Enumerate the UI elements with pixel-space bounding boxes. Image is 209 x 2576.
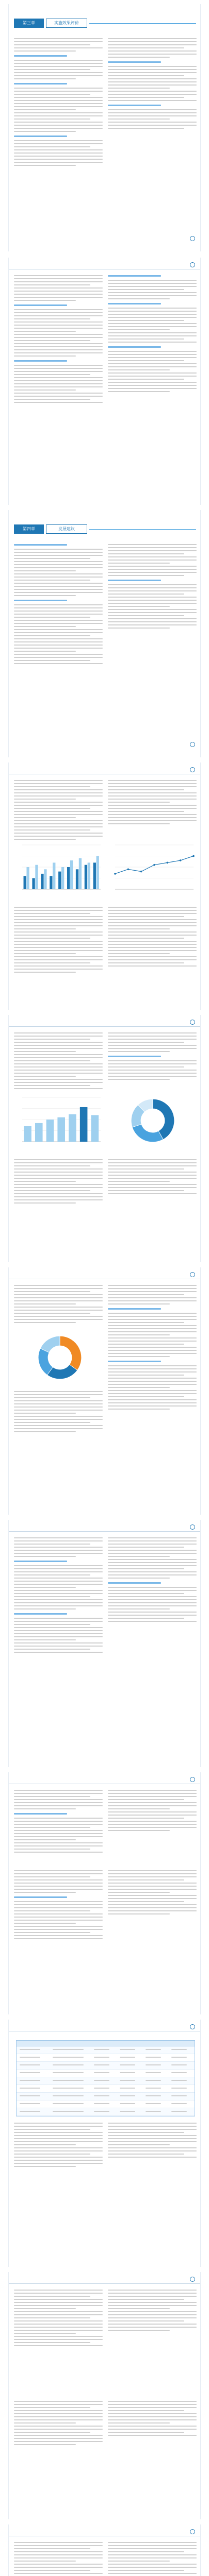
bar bbox=[67, 867, 70, 889]
bar bbox=[93, 862, 96, 889]
table-row bbox=[17, 2100, 195, 2108]
bar bbox=[26, 867, 29, 889]
chapter-badge: 第三章 bbox=[14, 19, 44, 28]
bar bbox=[97, 856, 99, 890]
document-page bbox=[8, 762, 201, 1010]
page-logo-icon bbox=[190, 262, 195, 267]
data-point bbox=[127, 869, 130, 871]
chapter-rule bbox=[89, 529, 196, 530]
bar bbox=[70, 860, 73, 889]
text-column-left bbox=[14, 1537, 103, 1655]
bar bbox=[76, 869, 78, 889]
table-row bbox=[17, 2108, 195, 2116]
text-column-left bbox=[14, 1870, 103, 1941]
table-header bbox=[17, 2041, 195, 2046]
data-point bbox=[114, 873, 116, 875]
text-column-right bbox=[108, 907, 197, 969]
text-column-right bbox=[108, 1870, 197, 1917]
page-logo-icon bbox=[190, 2024, 195, 2029]
document-page bbox=[8, 258, 201, 505]
page-logo-icon bbox=[190, 2277, 195, 2282]
bar bbox=[44, 869, 46, 889]
donut-chart bbox=[109, 1092, 197, 1149]
chapter-title: 实施效果评价 bbox=[46, 19, 87, 28]
document-page bbox=[8, 1772, 201, 2014]
text-column-right bbox=[108, 780, 197, 826]
text-column-right bbox=[108, 1537, 197, 1624]
bar bbox=[58, 872, 61, 889]
text-column-right bbox=[108, 275, 197, 394]
data-point bbox=[153, 864, 155, 866]
text-column-left bbox=[14, 1159, 103, 1206]
chapter-rule bbox=[89, 23, 196, 24]
pie-slice bbox=[132, 1124, 163, 1142]
text-column-right bbox=[108, 38, 197, 131]
text-column-left bbox=[14, 544, 103, 666]
bar bbox=[35, 865, 38, 889]
page-logo-icon bbox=[190, 1524, 195, 1530]
text-column-left bbox=[14, 1285, 103, 1325]
text-column-left bbox=[14, 907, 103, 975]
data-point bbox=[180, 859, 182, 861]
page-logo-icon bbox=[190, 1777, 195, 1782]
text-column-left bbox=[14, 780, 103, 842]
table-row bbox=[17, 2093, 195, 2100]
bar bbox=[69, 1114, 76, 1142]
page-logo-icon bbox=[190, 1020, 195, 1025]
bar bbox=[50, 876, 52, 889]
bar bbox=[46, 1120, 54, 1142]
data-table bbox=[16, 2040, 195, 2116]
document-page bbox=[8, 2020, 201, 2267]
text-column-right bbox=[108, 2401, 197, 2438]
bar bbox=[85, 865, 87, 889]
chapter-banner bbox=[14, 524, 196, 534]
table-row bbox=[17, 2077, 195, 2085]
chapter-banner bbox=[14, 19, 196, 28]
bar bbox=[24, 876, 26, 889]
text-column-left bbox=[14, 2123, 103, 2169]
bar bbox=[80, 1107, 88, 1142]
bar bbox=[24, 1126, 31, 1142]
table-row bbox=[17, 2070, 195, 2077]
text-column-right bbox=[108, 2542, 197, 2576]
grouped-bar-chart bbox=[16, 840, 104, 896]
chapter-badge: 第四章 bbox=[14, 524, 44, 534]
table-body bbox=[17, 2046, 195, 2116]
page-logo-icon bbox=[190, 236, 195, 241]
bar bbox=[32, 878, 35, 890]
text-column-right bbox=[108, 1159, 197, 1196]
table-row bbox=[17, 2046, 195, 2054]
bar bbox=[79, 858, 82, 889]
page-logo-icon bbox=[190, 2529, 195, 2534]
document-page bbox=[8, 1267, 201, 1515]
text-column-left bbox=[14, 2542, 103, 2576]
chapter-title: 发展建议 bbox=[46, 524, 87, 534]
table-row bbox=[17, 2062, 195, 2070]
bar bbox=[35, 1123, 43, 1142]
document-page bbox=[8, 2524, 201, 2576]
bar bbox=[41, 874, 43, 889]
text-column-right bbox=[108, 1032, 197, 1082]
document-page bbox=[8, 510, 201, 757]
text-column-right bbox=[108, 544, 197, 631]
line-chart bbox=[109, 840, 197, 896]
text-column-right bbox=[108, 1285, 197, 1412]
table-row bbox=[17, 2085, 195, 2093]
text-column-left bbox=[14, 1391, 103, 1434]
text-column-left bbox=[14, 275, 103, 405]
bar bbox=[61, 867, 64, 889]
document-page bbox=[8, 1015, 201, 1262]
donut-chart bbox=[16, 1329, 104, 1386]
page-logo-icon bbox=[190, 767, 195, 772]
bar-chart bbox=[16, 1092, 104, 1149]
header-rule bbox=[9, 1026, 200, 1027]
chart-background bbox=[109, 840, 197, 896]
document-page bbox=[8, 2272, 201, 2519]
pie-slice bbox=[60, 1336, 82, 1370]
text-column-left bbox=[14, 38, 103, 168]
bar bbox=[53, 862, 55, 889]
table-row bbox=[17, 2054, 195, 2062]
text-column-right bbox=[108, 2123, 197, 2160]
text-column-right bbox=[108, 2290, 197, 2333]
header-rule bbox=[9, 2283, 200, 2284]
data-point bbox=[140, 871, 142, 873]
document-page bbox=[8, 1520, 201, 1767]
header-rule bbox=[9, 1531, 200, 1532]
text-column-left bbox=[14, 1790, 103, 1855]
page-logo-icon bbox=[190, 1272, 195, 1277]
bar bbox=[91, 1115, 99, 1142]
text-column-left bbox=[14, 1032, 103, 1091]
text-column-right bbox=[108, 1790, 197, 1833]
text-column-left bbox=[14, 2290, 103, 2348]
data-point bbox=[192, 855, 195, 857]
data-point bbox=[167, 862, 169, 864]
text-column-left bbox=[14, 2401, 103, 2447]
bar bbox=[88, 862, 90, 889]
document-page bbox=[8, 4, 201, 251]
bar bbox=[57, 1117, 65, 1142]
page-logo-icon bbox=[190, 742, 195, 747]
